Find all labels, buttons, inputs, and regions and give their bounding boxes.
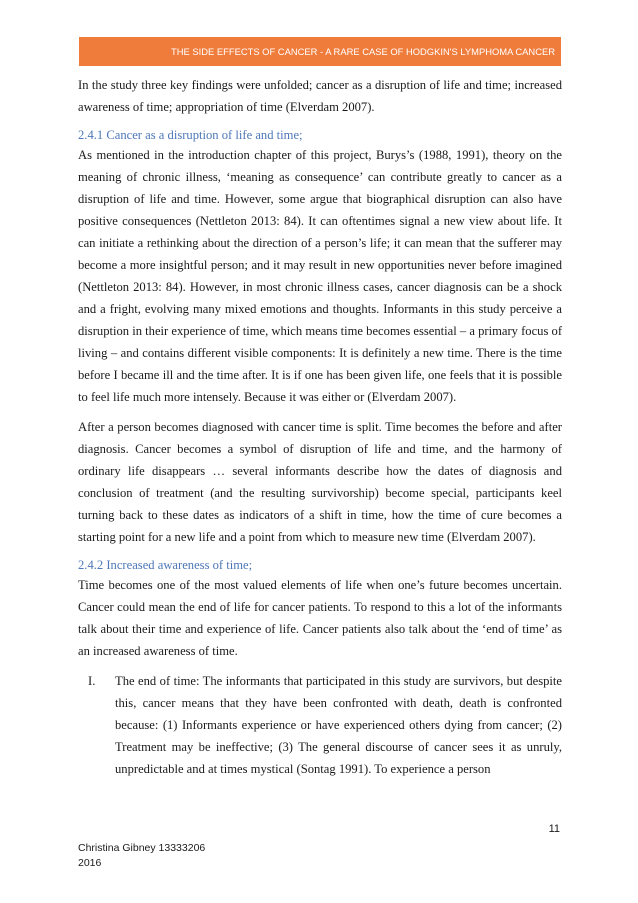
- document-body: [78, 74, 562, 780]
- page-number: 11: [548, 823, 560, 835]
- footer-year: 2016: [78, 857, 102, 869]
- list-item-text: The end of time: The informants that participated in this study are survivors, but despite this, cancer means that they have been confronted with death, death is confronted because: (1) Informants experience or have experienced others dying from cancer; (2) Treatment may be ineffective; (3) The general discourse of cancer sees it as unruly, unpredictable and at times mystical (Sontag 1991). To experience a person: [115, 674, 562, 776]
- page-footer: [78, 841, 205, 871]
- section-heading-disruption: 2.4.1 Cancer as a disruption of life and time;: [78, 128, 303, 142]
- paragraph: As mentioned in the introduction chapter of this project, Burys’s (1988, 1991), theory on the meaning of chronic illness, ‘meaning as consequence’ can contribute greatly to cancer as a disruption of life and time. However, some argue that biographical disruption can also have positive consequences (Nettleton 2013: 84). It can oftentimes signal a new view about life. It can initiate a rethinking about the direction of a person’s life; it can mean that the sufferer may become a more insightful person; and it may result in new opportunities never before imagined (Nettleton 2013: 84). However, in most chronic illness cases, cancer diagnosis can be a shock and a fright, evolving many mixed emotions and thoughts. Informants in this study perceive a disruption in their experience of time, which means time becomes essential – a primary focus of living – and contains different visible components: It is definitely a new time. There is the time before I became ill and the time after. It is if one has been given life, one feels that it is possible to feel life much more intensely. Because it was either or (Elverdam 2007).: [78, 148, 563, 404]
- page-header: [79, 37, 561, 66]
- list-item: [78, 670, 562, 780]
- paragraph: After a person becomes diagnosed with cancer time is split. Time becomes the before and after diagnosis. Cancer becomes a symbol of disruption of life and time, and the harmony of ordinary life disappears … several informants describe how the dates of diagnosis and conclusion of treatment (and the resulting survivorship) become special, participants keel turning back to these dates as indicators of a shift in time, how the time of cure becomes a starting point for a new life and a point from which to measure new time (Elverdam 2007).: [78, 420, 562, 544]
- list-marker: I.: [88, 674, 96, 688]
- section-heading-awareness: 2.4.2 Increased awareness of time;: [78, 558, 253, 572]
- footer-author: Christina Gibney 13333206: [78, 842, 206, 854]
- intro-paragraph: In the study three key findings were unfolded; cancer as a disruption of life and time; increased awareness of time; appropriation of time (Elverdam 2007).: [78, 78, 562, 114]
- paragraph: Time becomes one of the most valued elements of life when one’s future becomes uncertain. Cancer could mean the end of life for cancer patients. To respond to this a lot of the informants talk about their time and experience of life. Cancer patients also talk about the ‘end of time’ as an increased awareness of time.: [78, 578, 562, 658]
- header-title: THE SIDE EFFECTS OF CANCER - A RARE CASE OF HODGKIN'S LYMPHOMA CANCER: [171, 46, 555, 57]
